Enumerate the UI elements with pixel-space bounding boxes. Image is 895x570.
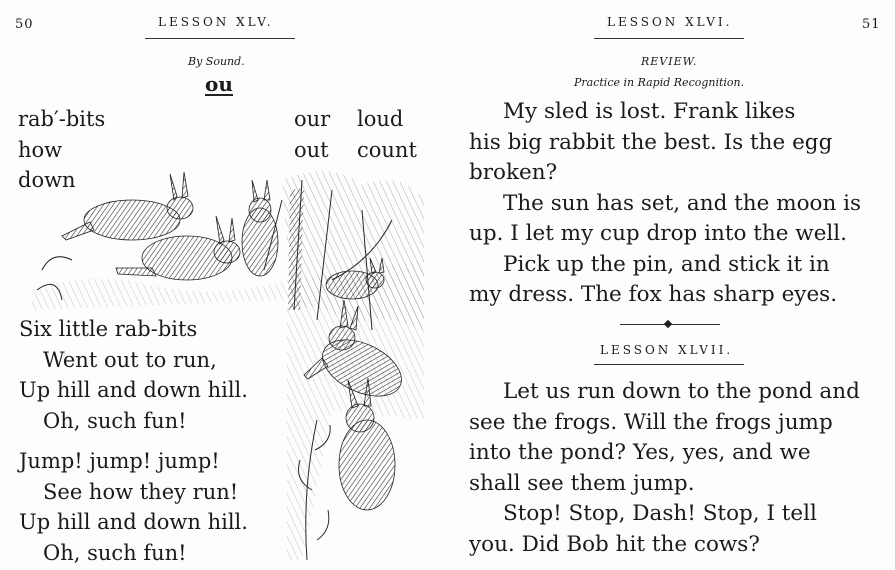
word-item: how [18,137,63,162]
subtitle-by-sound: By Sound. [188,55,245,68]
poem-line: Went out to run, [43,347,217,372]
lesson-title-right-2: LESSON XLVII. [600,343,734,357]
page-number-left: 50 [15,17,34,32]
word-item: our [294,107,331,131]
text-line: his big rabbit the best. Is the egg [469,129,833,155]
text-line: The sun has set, and the moon is [503,190,862,216]
page-number-right: 51 [862,17,881,32]
rabbit-1 [62,172,193,240]
poem-line: Oh, such fun! [43,408,187,433]
poem-line: Oh, such fun! [43,540,187,565]
word-item: loud [357,107,404,131]
word-list-col3 [357,104,417,165]
lesson-47-text [469,377,872,560]
text-line: my dress. The fox has sharp eyes. [469,282,838,307]
lesson-title-left: LESSON XLV. [158,15,274,29]
text-line: see the frogs. Will the frogs jump [469,409,833,435]
poem-line: Jump! jump! jump! [19,449,220,473]
ornament-diamond [664,320,672,328]
review-label: REVIEW. [641,55,698,68]
word-item: rab′-bits [18,107,106,131]
text-line: you. Did Bob hit the cows? [469,531,760,557]
word-item: down [18,168,76,192]
text-line: Pick up the pin, and stick it in [503,251,830,277]
word-list-col2 [294,104,330,165]
text-line: shall see them jump. [469,470,695,496]
text-line: My sled is lost. Frank likes [503,99,796,124]
lesson-title-right: LESSON XLVI. [607,15,733,29]
text-line: into the pond? Yes, yes, and we [469,440,811,465]
text-line: Stop! Stop, Dash! Stop, I tell [503,501,817,526]
rabbit-3 [242,180,278,276]
review-text [469,97,872,311]
poem-stanza-1 [19,314,248,436]
header-rule-left [145,38,295,39]
header-rule-right-2 [594,364,744,365]
word-item: count [357,137,417,162]
poem-line: See how they run! [43,479,239,504]
poem-line: Up hill and down hill. [19,378,248,402]
poem-stanza-2 [19,446,248,568]
practice-label: Practice in Rapid Recognition. [574,76,745,89]
text-line: broken? [469,160,558,185]
sound-key: ou [205,72,233,96]
text-line: up. I let my cup drop into the well. [469,221,848,246]
poem-line: Up hill and down hill. [19,510,248,534]
header-rule-right [594,38,744,39]
word-item: out [294,137,329,162]
poem-line: Six little rab-bits [19,317,198,341]
text-line: Let us run down to the pond and [503,379,860,404]
